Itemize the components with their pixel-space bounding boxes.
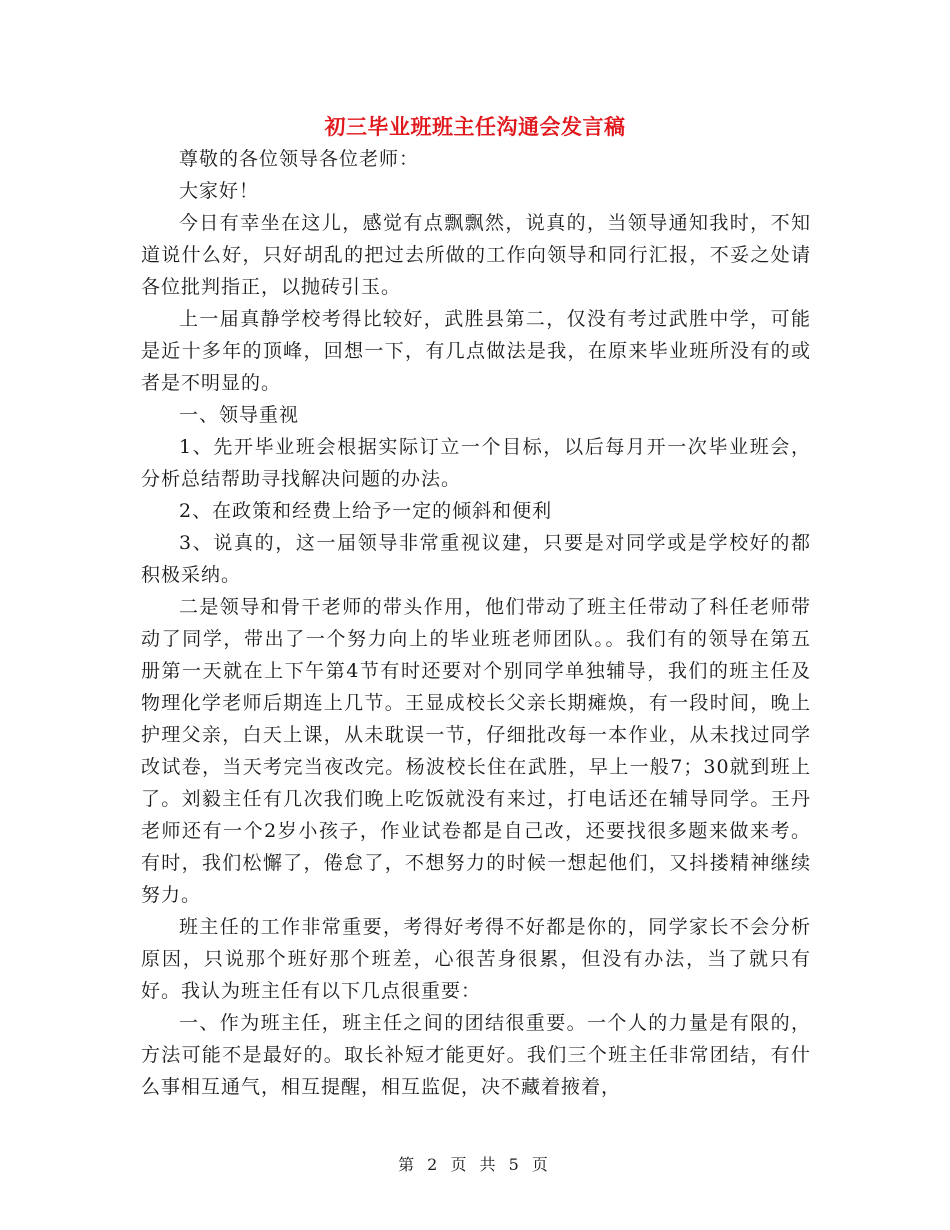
paragraph-point-2: 2、在政策和经费上给予一定的倾斜和便利 bbox=[179, 500, 553, 522]
paragraph-unity: 一、作为班主任，班主任之间的团结很重要。一个人的力量是有限的，方法可能不是最好的。取长补短才能更好。我们三个班主任非常团结，有什么事相互通气，相互提醒，相互监促，决不藏着掖着， bbox=[141, 1012, 811, 1098]
paragraph-intro: 今日有幸坐在这儿，感觉有点飘飘然，说真的，当领导通知我时，不知道说什么好，只好胡乱的把过去所做的工作向领导和同行汇报，不妥之处请各位批判指正，以抛砖引玉。 bbox=[141, 212, 811, 298]
paragraph-point-1: 1、先开毕业班会根据实际订立一个目标，以后每月开一次毕业班会，分析总结帮助寻找解决问题的办法。 bbox=[141, 436, 811, 490]
document-body bbox=[141, 143, 811, 1103]
paragraph-greeting: 大家好！ bbox=[179, 180, 260, 202]
paragraph-role-models: 二是领导和骨干老师的带头作用，他们带动了班主任带动了科任老师带动了同学，带出了一个努力向上的毕业班老师团队。。我们有的领导在第五册第一天就在上下午第4节有时还要对个别同学单独辅导，我们的班主任及物理化学老师后期连上几节。王显成校长父亲长期瘫焕，有一段时间，晚上护理父亲，白天上课，从未耽误一节，仔细批改每一本作业，从未找过同学改试卷，当天考完当夜改完。杨波校长住在武胜，早上一般7；30就到班上了。刘毅主任有几次我们晚上吃饭就没有来过，打电话还在辅导同学。王丹老师还有一个2岁小孩子，作业试卷都是自己改，还要找很多题来做来考。有时，我们松懈了，倦怠了，不想努力的时候一想起他们，又抖搂精神继续努力。 bbox=[141, 596, 811, 906]
paragraph-head-teacher: 班主任的工作非常重要，考得好考得不好都是你的，同学家长不会分析原因，只说那个班好那个班差，心很苦身很累，但没有办法，当了就只有好。我认为班主任有以下几点很重要： bbox=[141, 916, 811, 1002]
paragraph-background: 上一届真静学校考得比较好，武胜县第二，仅没有考过武胜中学，可能是近十多年的顶峰，回想一下，有几点做法是我，在原来毕业班所没有的或者是不明显的。 bbox=[141, 308, 811, 394]
section-heading-leadership: 一、领导重视 bbox=[179, 404, 300, 426]
page-number-footer: 第 2 页 共 5 页 bbox=[398, 1155, 552, 1174]
document-title: 初三毕业班班主任沟通会发言稿 bbox=[324, 114, 626, 139]
paragraph-salutation: 尊敬的各位领导各位老师： bbox=[179, 148, 420, 170]
paragraph-point-3: 3、说真的，这一届领导非常重视议建，只要是对同学或是学校好的都积极采纳。 bbox=[141, 532, 811, 586]
